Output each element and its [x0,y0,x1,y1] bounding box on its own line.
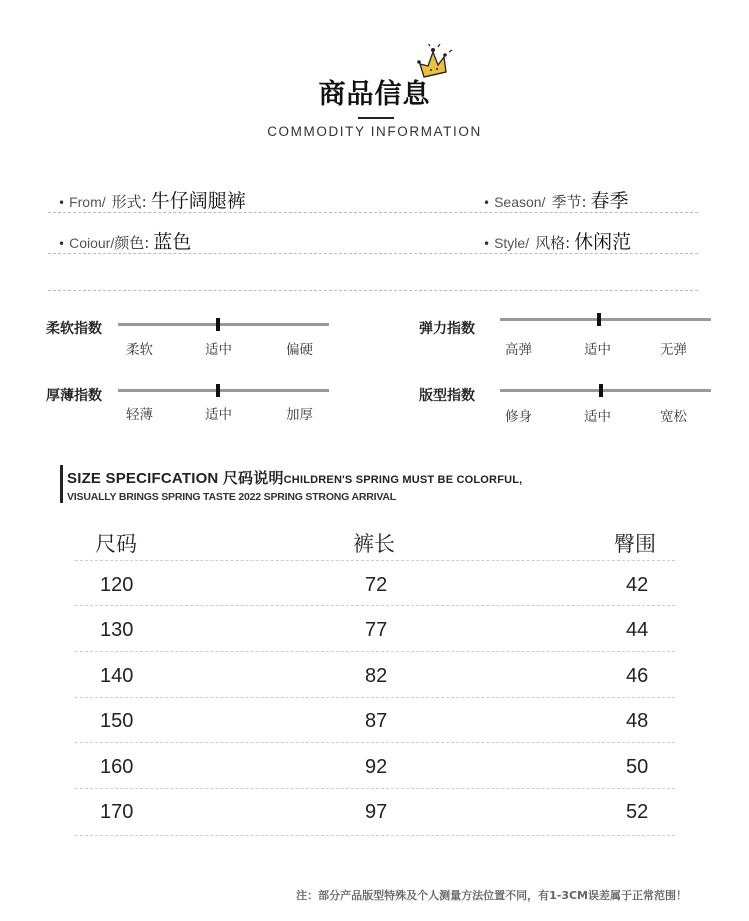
table-cell: 77 [365,619,388,641]
footnote: 注：部分产品版型特殊及个人测量方法位置不同，有1-3CM误差属于正常范围！ [296,889,687,902]
table-cell: 160 [100,756,134,778]
indicator-elasticity-label: 弹力指数 [419,321,475,337]
info-style-value: 休闲范 [574,231,632,253]
bullet-icon: • [58,196,66,210]
indicator-softness-marker [216,318,220,331]
info-from [58,186,246,213]
info-colour-en: Coiour/ [69,235,115,251]
divider [48,212,698,213]
info-colour-cn: 颜色: [114,234,150,252]
table-header-size: 尺码 [95,532,137,556]
info-style-en: Style/ [494,235,530,251]
info-season-value: 春季 [590,190,629,212]
divider [48,253,698,254]
info-from-en: From/ [69,194,106,210]
page-title: 商品信息 [318,79,431,110]
section-accent-bar [60,465,63,503]
indicator-thickness-label: 厚薄指数 [46,388,102,404]
indicator-option: 适中 [584,342,611,358]
table-row-divider [75,788,675,789]
bullet-icon: • [483,237,491,251]
info-colour [58,227,191,254]
indicator-fit-marker [599,384,603,397]
table-cell: 92 [365,756,388,778]
table-cell: 170 [100,801,134,823]
table-row-divider [75,697,675,698]
table-row-divider [75,651,675,652]
indicator-option: 适中 [205,407,232,423]
indicator-option: 修身 [505,409,532,425]
indicator-thickness-marker [216,384,220,397]
table-row-divider [75,605,675,606]
page-subtitle: COMMODITY INFORMATION [267,124,482,139]
indicator-option: 轻薄 [126,407,153,423]
indicator-option: 无弹 [660,342,687,358]
table-cell: 97 [365,801,388,823]
indicator-option: 柔软 [126,342,153,358]
info-season-en: Season/ [494,194,546,210]
info-season [483,186,629,213]
table-cell: 150 [100,710,134,732]
indicator-fit-track [500,389,711,392]
size-subheading: VISUALLY BRINGS SPRING TASTE 2022 SPRING STRONG ARRIVAL [67,491,396,503]
table-cell: 48 [626,710,649,732]
indicator-fit-label: 版型指数 [419,388,475,404]
info-style-cn: 风格: [535,234,571,252]
size-heading-tail: CHILDREN'S SPRING MUST BE COLORFUL, [283,474,523,486]
table-cell: 42 [626,574,649,596]
table-row-divider [75,560,675,561]
table-cell: 46 [626,665,649,687]
indicator-softness-track [118,323,329,326]
indicator-option: 适中 [205,342,232,358]
indicator-option: 适中 [584,409,611,425]
divider [48,290,698,291]
info-style [483,227,631,254]
info-from-value: 牛仔阔腿裤 [150,190,246,212]
bullet-icon: • [483,196,491,210]
table-cell: 140 [100,665,134,687]
info-colour-value: 蓝色 [153,231,192,253]
size-heading [67,467,522,488]
table-cell: 120 [100,574,134,596]
info-from-cn: 形式: [111,193,147,211]
table-cell: 130 [100,619,134,641]
indicator-elasticity-track [500,318,711,321]
table-cell: 87 [365,710,388,732]
size-heading-cn: 尺码说明 [222,470,284,487]
indicator-thickness-track [118,389,329,392]
table-header-length: 裤长 [353,532,395,556]
indicator-option: 宽松 [660,409,687,425]
table-cell: 44 [626,619,649,641]
table-cell: 72 [365,574,388,596]
info-season-cn: 季节: [551,193,587,211]
table-cell: 82 [365,665,388,687]
indicator-elasticity-marker [597,313,601,326]
table-row-divider [75,742,675,743]
table-row-divider [75,835,675,836]
indicator-option: 高弹 [505,342,532,358]
indicator-option: 偏硬 [286,342,313,358]
title-underline [358,117,394,119]
table-header-hip: 臀围 [614,532,656,556]
table-cell: 50 [626,756,649,778]
indicator-option: 加厚 [286,407,313,423]
size-heading-en: SIZE SPECIFCATION [67,470,219,487]
bullet-icon: • [58,237,66,251]
table-cell: 52 [626,801,649,823]
indicator-softness-label: 柔软指数 [46,321,102,337]
